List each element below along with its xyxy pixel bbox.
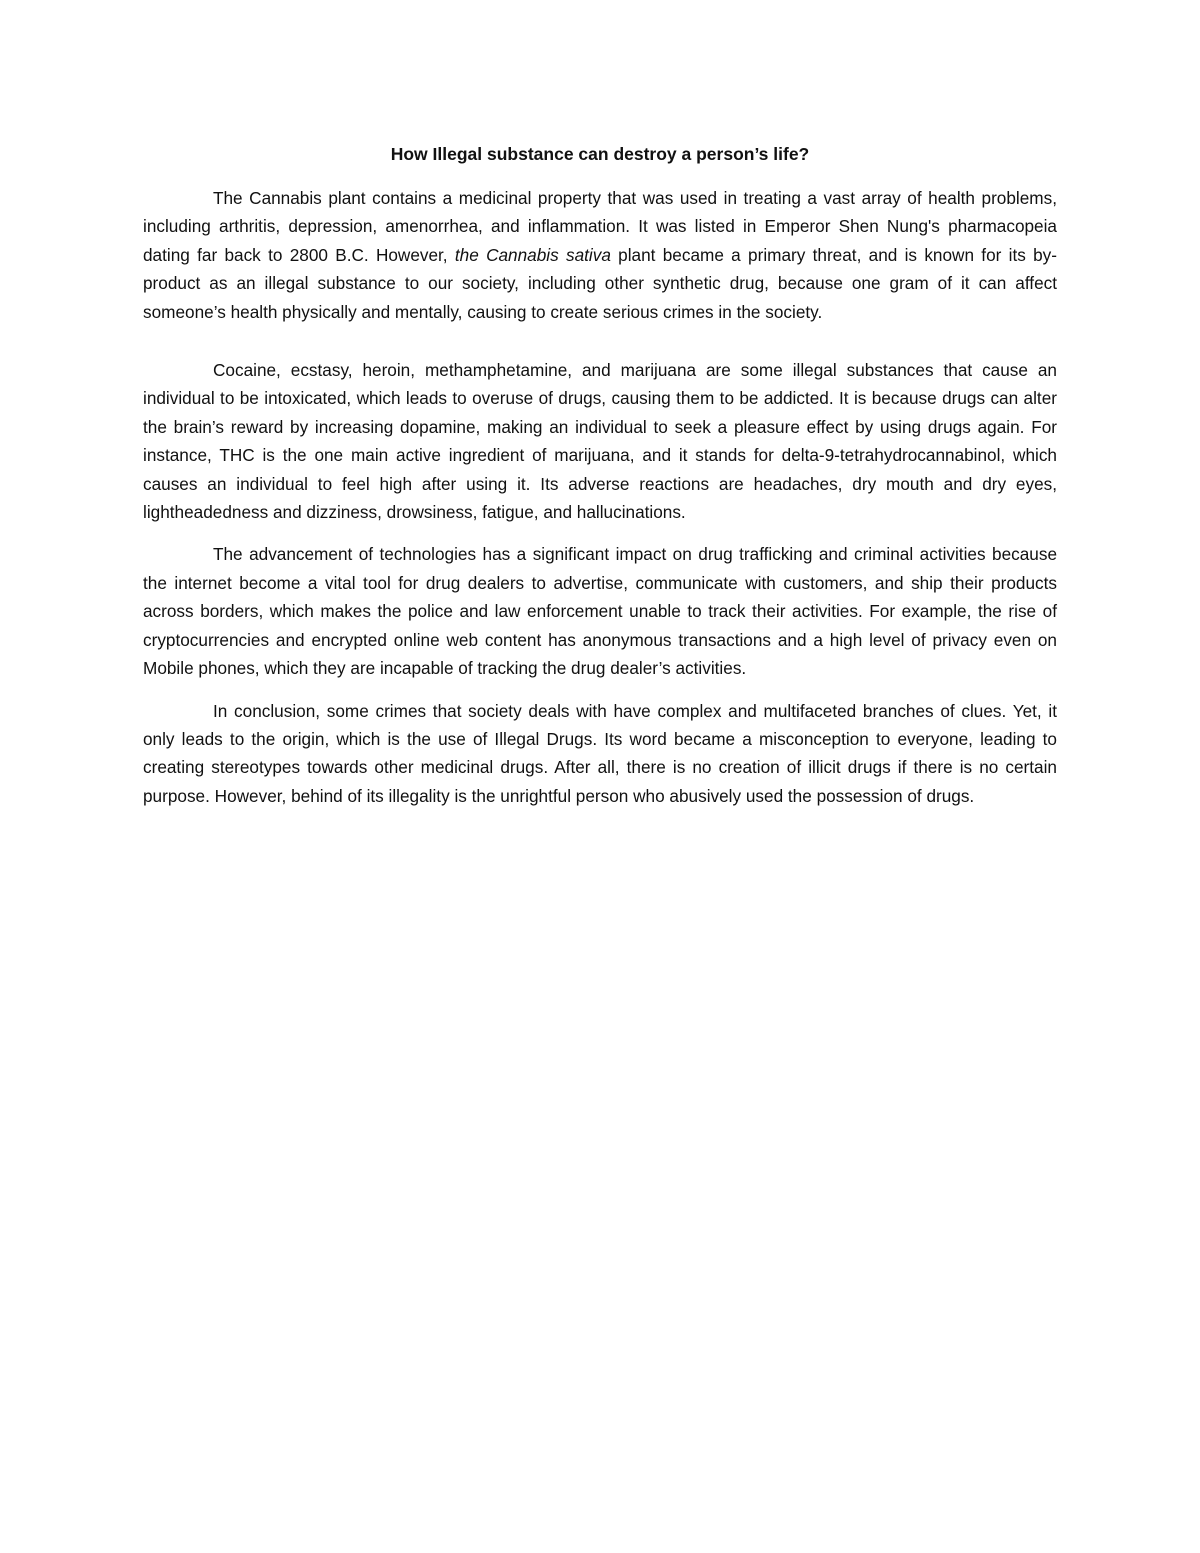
paragraph-2: Cocaine, ecstasy, heroin, methamphetamine, and marijuana are some illegal substances that cause an individual to be intoxicated, which leads to overuse of drugs, causing them to be addicted. It is because drugs can alter the brain’s reward by increasing dopamine, making an individual to seek a pleasure effect by using drugs again. For instance, THC is the one main active ingredient of marijuana, and it stands for delta-9-tetrahydrocannabinol, which causes an individual to feel high after using it. Its adverse reactions are headaches, dry mouth and dry eyes, lightheadedness and dizziness, drowsiness, fatigue, and hallucinations. [143,360,1057,523]
paragraph-1-italic-text: the Cannabis sativa [454,244,611,265]
paragraph-1 [143,184,1057,326]
paragraph-4: In conclusion, some crimes that society deals with have complex and multifaceted branches of clues. Yet, it only leads to the origin, which is the use of Illegal Drugs. Its word became a misconception to everyone, leading to creating stereotypes towards other medicinal drugs. After all, there is no creation of illicit drugs if there is no certain purpose. However, behind of its illegality is the unrightful person who abusively used the possession of drugs. [143,700,1057,806]
document-title: How Illegal substance can destroy a person’s life? [390,144,810,164]
paragraph-3: The advancement of technologies has a significant impact on drug trafficking and criminal activities because the internet become a vital tool for drug dealers to advertise, communicate with customers, and ship their products across borders, which makes the police and law enforcement unable to track their activities. For example, the rise of cryptocurrencies and encrypted online web content has anonymous transactions and a high level of privacy even on Mobile phones, which they are incapable of tracking the drug dealer’s activities. [143,544,1057,679]
paragraph-1-text-b: plant became a primary threat, and is known for its by-product as an illegal substance to our society, including other synthetic drug, because one gram of it can affect someone’s health physically and mentally, causing to create serious crimes in the society. [143,244,1057,322]
document-body [143,140,1057,810]
paragraph-1-text-a: The Cannabis plant contains a medicinal property that was used in treating a vast array of health problems, including arthritis, depression, amenorrhea, and inflammation. It was listed in Emperor Shen Nung's pharmacopeia dating far back to 2800 B.C. However, [143,188,1057,265]
